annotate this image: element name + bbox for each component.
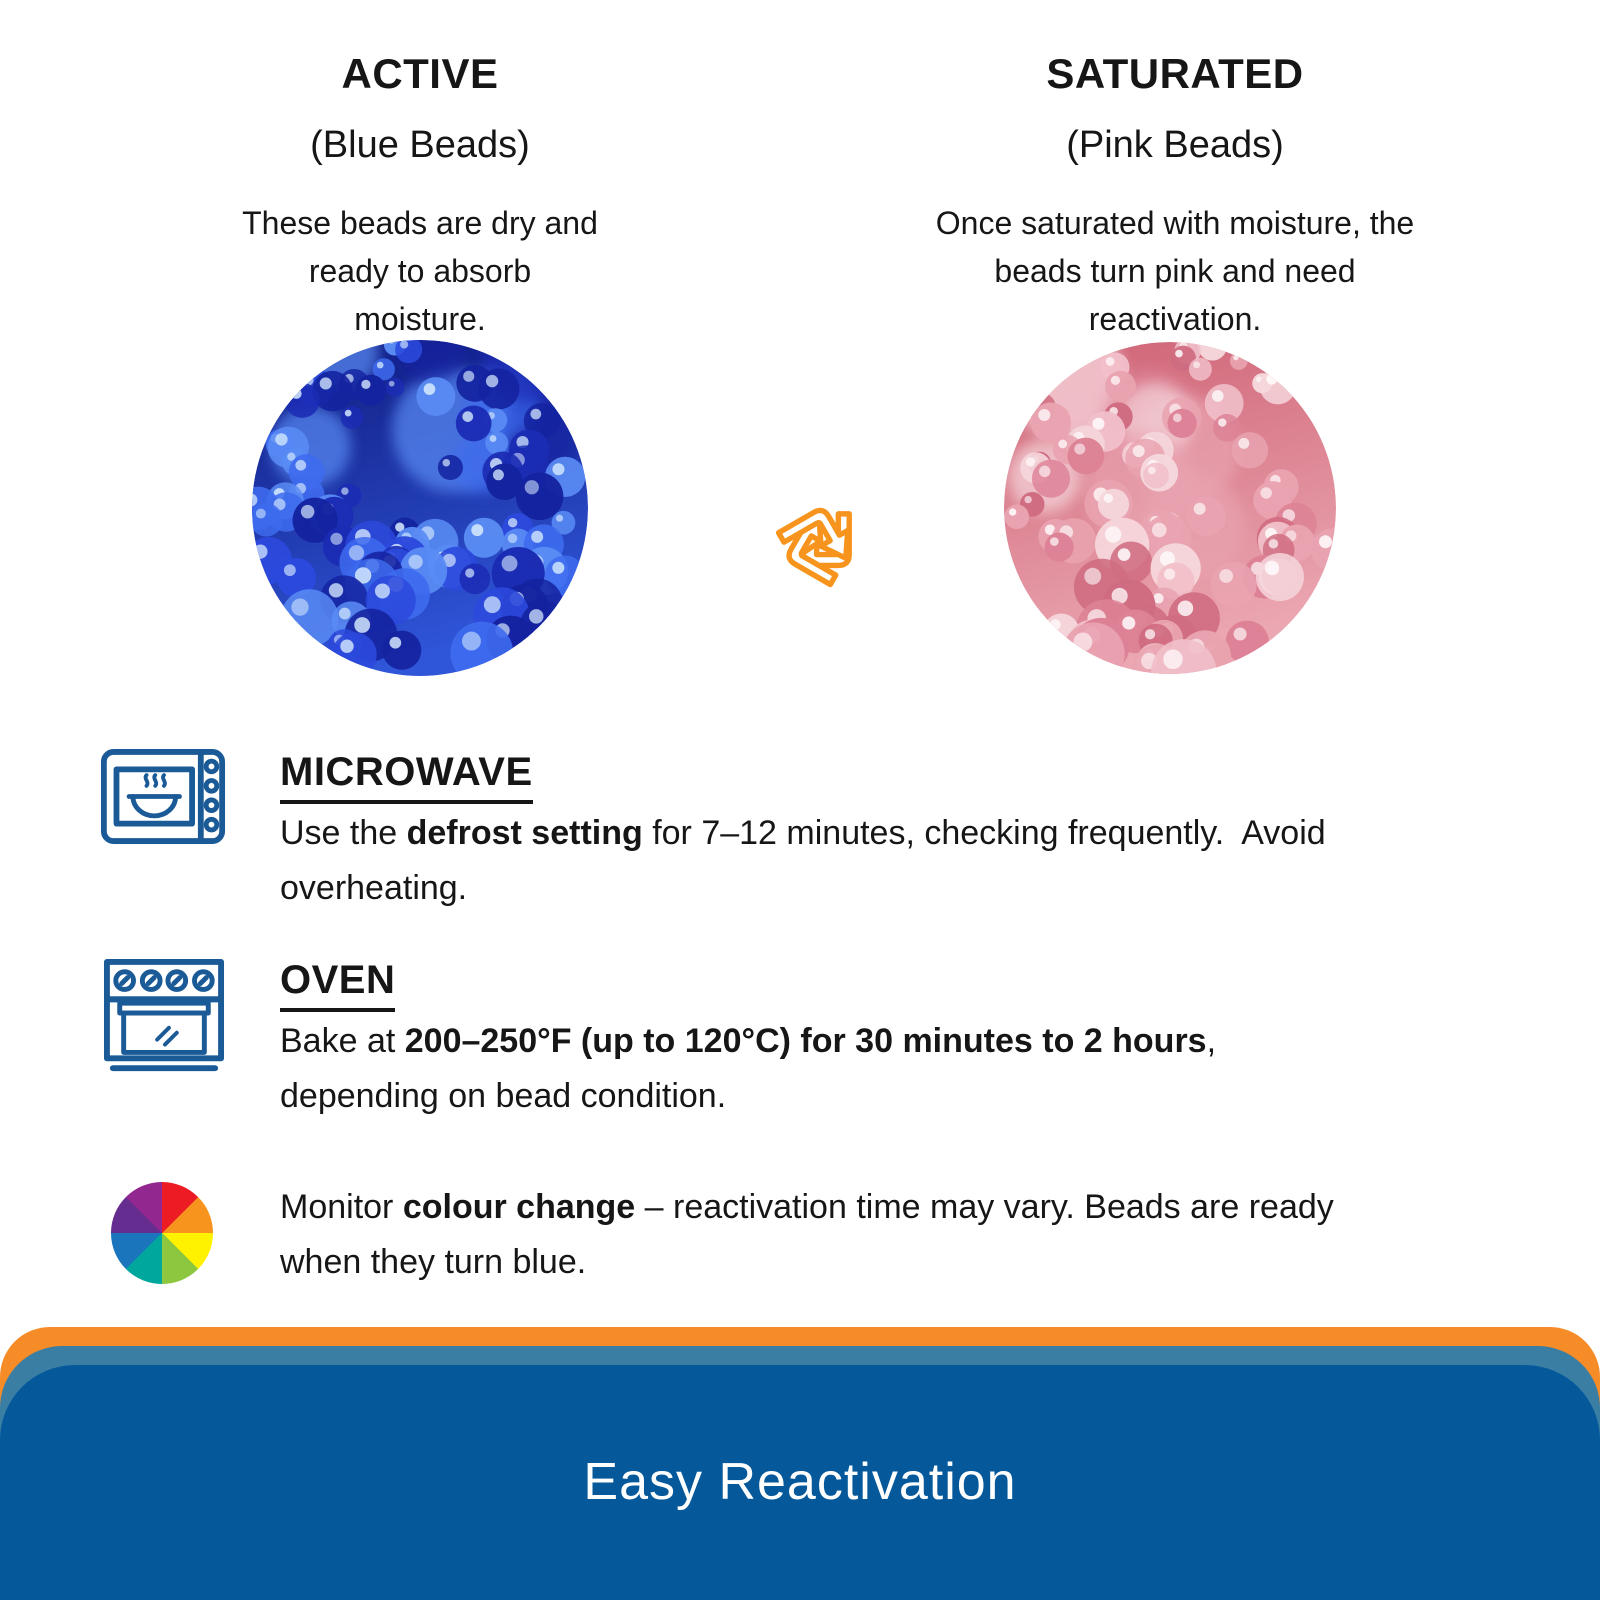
colour-wheel-icon: [111, 1182, 213, 1284]
active-column: [60, 50, 780, 343]
microwave-heading: MICROWAVE: [280, 750, 533, 804]
saturated-subtitle: (Pink Beads): [1066, 124, 1284, 166]
saturated-description: Once saturated with moisture, the beads turn pink and need reactivation.: [935, 205, 1415, 337]
blue-beads-image: [252, 340, 588, 676]
banner-title: Easy Reactivation: [583, 1453, 1017, 1511]
oven-instructions: Bake at 200–250°F (up to 120°C) for 30 minutes to 2 hours, depending on bead condition.: [280, 1022, 1217, 1115]
oven-heading: OVEN: [280, 958, 395, 1012]
colour-change-instructions: Monitor colour change – reactivation time may vary. Beads are ready when they turn blue.: [280, 1188, 1334, 1281]
active-title: ACTIVE: [341, 50, 499, 97]
microwave-icon: [100, 748, 226, 845]
pink-beads-image: [1004, 342, 1336, 674]
recycle-icon: [742, 465, 894, 617]
saturated-column: [820, 50, 1530, 343]
saturated-title: SATURATED: [1046, 50, 1304, 97]
oven-icon: [100, 956, 228, 1078]
active-description: These beads are dry and ready to absorb moisture.: [242, 205, 598, 337]
microwave-instructions: Use the defrost setting for 7–12 minutes, checking frequently. Avoid overheating.: [280, 814, 1326, 907]
active-subtitle: (Blue Beads): [310, 124, 530, 166]
